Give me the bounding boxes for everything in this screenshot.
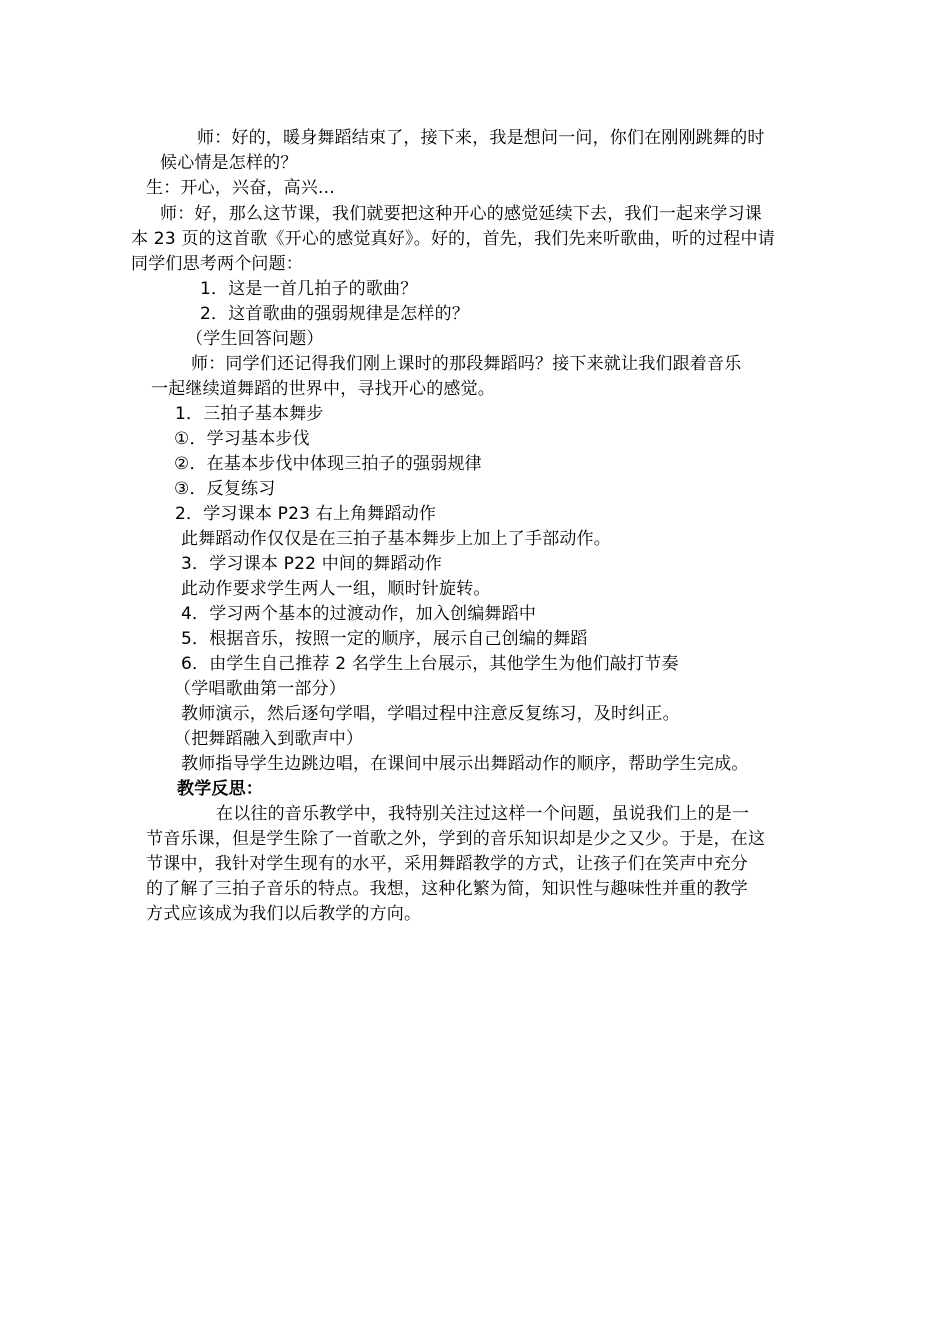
text-line: 节课中，我针对学生现有的水平，采用舞蹈教学的方式，让孩子们在笑声中充分 [146,854,748,874]
text-line: 的了解了三拍子音乐的特点。我想，这种化繁为简，知识性与趣味性并重的教学 [146,879,748,899]
text-line: 师：好，那么这节课，我们就要把这种开心的感觉延续下去，我们一起来学习课 [160,204,762,224]
numbered-item: 6．由学生自己推荐 2 名学生上台展示，其他学生为他们敲打节奏 [181,654,679,674]
text-line: 教师指导学生边跳边唱，在课间中展示出舞蹈动作的顺序，帮助学生完成。 [181,754,749,774]
text-line: （学唱歌曲第一部分） [174,679,346,699]
text-line: 节音乐课，但是学生除了一首歌之外，学到的音乐知识却是少之又少。于是，在这 [146,829,766,849]
numbered-item: 1．这是一首几拍子的歌曲？ [200,279,418,299]
text-line: 方式应该成为我们以后教学的方向。 [146,904,422,924]
text-line: 生：开心，兴奋，高兴... [146,178,335,198]
numbered-item: 3．学习课本 P22 中间的舞蹈动作 [181,554,443,574]
text-line: 同学们思考两个问题： [131,254,303,274]
text-line: 一起继续道舞蹈的世界中，寻找开心的感觉。 [151,379,495,399]
text-line: 此动作要求学生两人一组，顺时针旋转。 [181,579,491,599]
text-line: 教师演示，然后逐句学唱，学唱过程中注意反复练习，及时纠正。 [181,704,680,724]
numbered-item: 2．这首歌曲的强弱规律是怎样的？ [200,304,470,324]
text-line: 师：好的，暖身舞蹈结束了，接下来，我是想问一问，你们在刚刚跳舞的时 [197,128,765,148]
numbered-item: 2．学习课本 P23 右上角舞蹈动作 [175,504,437,524]
sub-item: ③．反复练习 [174,479,276,499]
sub-item: ①．学习基本步伐 [174,429,310,449]
numbered-item: 4．学习两个基本的过渡动作，加入创编舞蹈中 [181,604,537,624]
numbered-item: 5．根据音乐，按照一定的顺序，展示自己创编的舞蹈 [181,629,588,649]
text-line: 此舞蹈动作仅仅是在三拍子基本舞步上加上了手部动作。 [181,529,611,549]
text-line: （把舞蹈融入到歌声中） [174,729,364,749]
text-line: 在以往的音乐教学中，我特别关注过这样一个问题，虽说我们上的是一 [216,804,750,824]
section-heading: 教学反思： [177,779,263,799]
text-line: 候心情是怎样的？ [160,153,298,173]
text-line: 本 23 页的这首歌《开心的感觉真好》。好的，首先，我们先来听歌曲，听的过程中请 [131,229,775,249]
text-line: 师：同学们还记得我们刚上课时的那段舞蹈吗？接下来就让我们跟着音乐 [191,354,742,374]
sub-item: ②．在基本步伐中体现三拍子的强弱规律 [174,454,482,474]
numbered-item: 1．三拍子基本舞步 [175,404,324,424]
text-line: （学生回答问题） [186,329,324,349]
